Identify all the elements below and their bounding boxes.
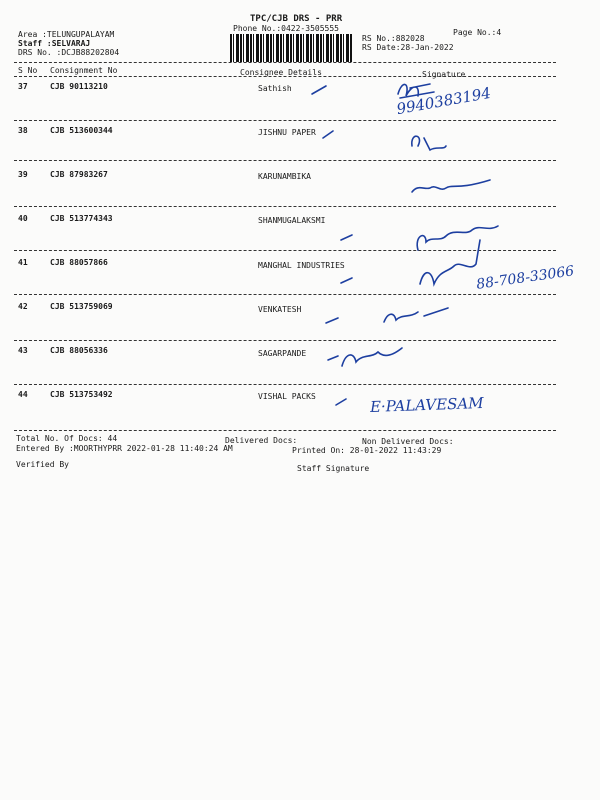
row-sno: 40 <box>18 214 28 223</box>
printed-on: Printed On: 28-01-2022 11:43:29 <box>292 446 442 455</box>
staff-label: Staff :SELVARAJ <box>18 39 91 48</box>
non-delivered-docs: Non Delivered Docs: <box>362 437 454 446</box>
row-consignment: CJB 88056336 <box>50 346 108 355</box>
document-title: TPC/CJB DRS - PRR <box>250 14 343 24</box>
rs-number: RS No.:882028 <box>362 34 425 43</box>
row-consignment: CJB 88057866 <box>50 258 108 267</box>
row-consignee: SAGARPANDE <box>258 349 307 358</box>
row-consignee: KARUNAMBIKA <box>258 172 311 181</box>
row-sno: 38 <box>18 126 28 135</box>
row-sno: 37 <box>18 82 28 91</box>
entered-by: Entered By :MOORTHYPRR 2022-01-28 11:40:24 AM <box>16 444 233 453</box>
handwritten-name: E·PALAVESAM <box>369 394 484 416</box>
row-consignment: CJB 513759069 <box>50 302 113 311</box>
row-consignee: JISHNU PAPER <box>258 128 316 137</box>
row-consignment: CJB 513753492 <box>50 390 113 399</box>
delivered-docs: Delivered Docs: <box>225 436 298 445</box>
col-signature: Signature <box>422 70 466 79</box>
row-sno: 42 <box>18 302 28 311</box>
col-sno: S No <box>18 66 38 75</box>
handwritten-phone: 88-708-33066 <box>475 263 576 293</box>
rs-date: RS Date:28-Jan-2022 <box>362 43 454 52</box>
row-consignee: VISHAL PACKS <box>258 392 316 401</box>
row-sno: 41 <box>18 258 28 267</box>
row-consignee: MANGHAL INDUSTRIES <box>258 261 345 270</box>
row-consignee: SHANMUGALAKSMI <box>258 216 326 225</box>
staff-signature: Staff Signature <box>297 464 370 473</box>
drs-number: DRS No. :DCJB88202804 <box>18 48 120 57</box>
handwritten-phone: 9940383194 <box>395 83 493 119</box>
phone-number: Phone No.:0422-3505555 <box>233 24 339 33</box>
row-sno: 43 <box>18 346 28 355</box>
row-consignee: VENKATESH <box>258 305 302 314</box>
row-consignment: CJB 513600344 <box>50 126 113 135</box>
verified-by: Verified By <box>16 460 69 469</box>
row-consignment: CJB 87983267 <box>50 170 108 179</box>
row-consignment: CJB 90113210 <box>50 82 108 91</box>
row-sno: 44 <box>18 390 28 399</box>
col-consignee: Consignee Details <box>240 68 322 77</box>
col-consignment: Consignment No <box>50 66 118 75</box>
area-label: Area :TELUNGUPALAYAM <box>18 30 115 39</box>
row-sno: 39 <box>18 170 28 179</box>
total-docs: Total No. Of Docs: 44 <box>16 434 118 443</box>
row-consignment: CJB 513774343 <box>50 214 113 223</box>
page-number: Page No.:4 <box>453 28 502 37</box>
row-consignee: Sathish <box>258 84 292 93</box>
